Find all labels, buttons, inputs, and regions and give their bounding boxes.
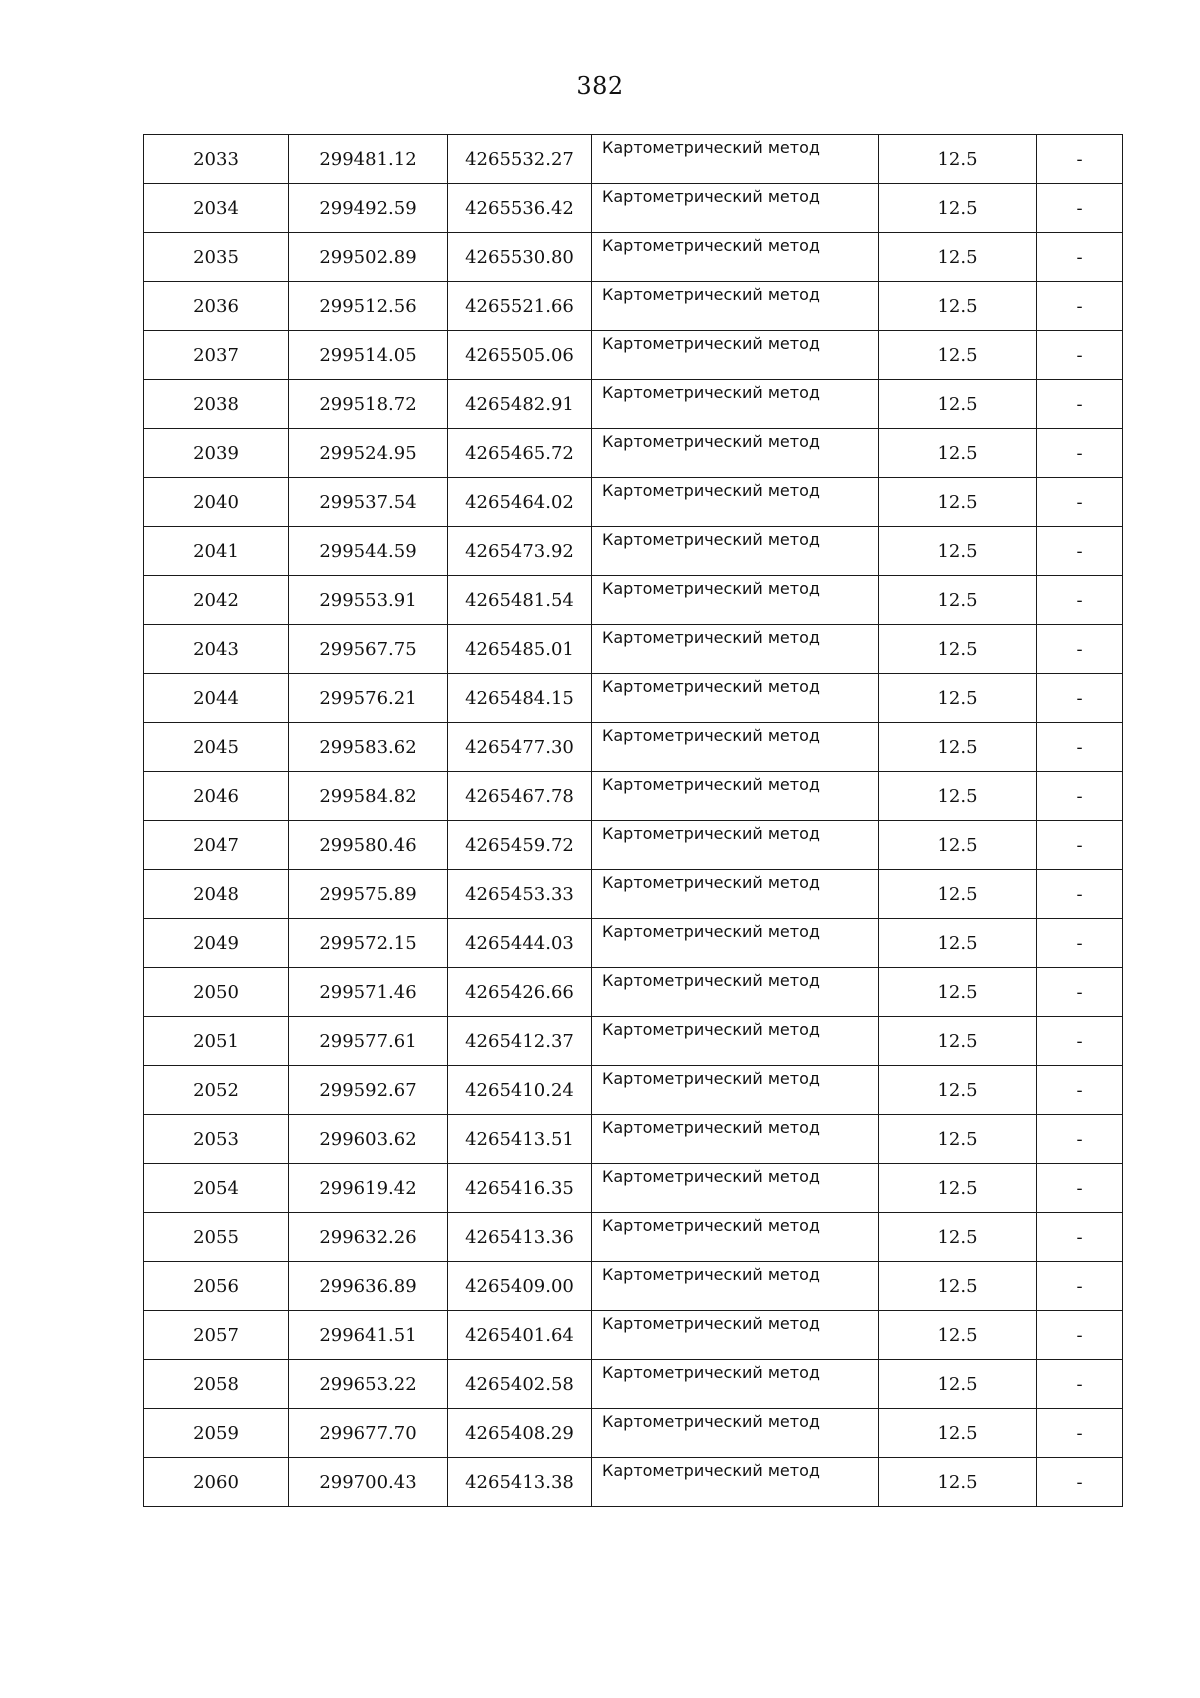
y-coordinate-cell: 4265467.78 bbox=[448, 772, 592, 821]
table-row bbox=[144, 184, 1123, 233]
note-cell: - bbox=[1037, 772, 1123, 821]
y-coordinate-cell: 4265505.06 bbox=[448, 331, 592, 380]
method-cell: Картометрический метод bbox=[592, 1409, 879, 1458]
method-cell: Картометрический метод bbox=[592, 1213, 879, 1262]
table-row bbox=[144, 380, 1123, 429]
accuracy-cell: 12.5 bbox=[879, 135, 1037, 184]
y-coordinate-cell: 4265401.64 bbox=[448, 1311, 592, 1360]
point-number-cell: 2060 bbox=[144, 1458, 289, 1507]
y-coordinate-cell: 4265453.33 bbox=[448, 870, 592, 919]
note-cell: - bbox=[1037, 576, 1123, 625]
accuracy-cell: 12.5 bbox=[879, 723, 1037, 772]
table-row bbox=[144, 919, 1123, 968]
x-coordinate-cell: 299677.70 bbox=[289, 1409, 448, 1458]
note-cell: - bbox=[1037, 184, 1123, 233]
y-coordinate-cell: 4265473.92 bbox=[448, 527, 592, 576]
x-coordinate-cell: 299553.91 bbox=[289, 576, 448, 625]
point-number-cell: 2054 bbox=[144, 1164, 289, 1213]
x-coordinate-cell: 299653.22 bbox=[289, 1360, 448, 1409]
table-row bbox=[144, 576, 1123, 625]
point-number-cell: 2048 bbox=[144, 870, 289, 919]
y-coordinate-cell: 4265409.00 bbox=[448, 1262, 592, 1311]
y-coordinate-cell: 4265481.54 bbox=[448, 576, 592, 625]
accuracy-cell: 12.5 bbox=[879, 576, 1037, 625]
point-number-cell: 2046 bbox=[144, 772, 289, 821]
method-cell: Картометрический метод bbox=[592, 919, 879, 968]
table-row bbox=[144, 723, 1123, 772]
point-number-cell: 2052 bbox=[144, 1066, 289, 1115]
point-number-cell: 2045 bbox=[144, 723, 289, 772]
method-cell: Картометрический метод bbox=[592, 527, 879, 576]
page-number: 382 bbox=[576, 72, 624, 100]
accuracy-cell: 12.5 bbox=[879, 1360, 1037, 1409]
x-coordinate-cell: 299619.42 bbox=[289, 1164, 448, 1213]
x-coordinate-cell: 299580.46 bbox=[289, 821, 448, 870]
accuracy-cell: 12.5 bbox=[879, 1409, 1037, 1458]
y-coordinate-cell: 4265416.35 bbox=[448, 1164, 592, 1213]
table-row bbox=[144, 135, 1123, 184]
accuracy-cell: 12.5 bbox=[879, 1213, 1037, 1262]
table-row bbox=[144, 429, 1123, 478]
method-cell: Картометрический метод bbox=[592, 429, 879, 478]
note-cell: - bbox=[1037, 1311, 1123, 1360]
table-row bbox=[144, 870, 1123, 919]
y-coordinate-cell: 4265402.58 bbox=[448, 1360, 592, 1409]
accuracy-cell: 12.5 bbox=[879, 1115, 1037, 1164]
note-cell: - bbox=[1037, 1360, 1123, 1409]
accuracy-cell: 12.5 bbox=[879, 527, 1037, 576]
note-cell: - bbox=[1037, 1115, 1123, 1164]
table-row bbox=[144, 625, 1123, 674]
accuracy-cell: 12.5 bbox=[879, 772, 1037, 821]
coordinates-table bbox=[143, 134, 1123, 1507]
y-coordinate-cell: 4265482.91 bbox=[448, 380, 592, 429]
accuracy-cell: 12.5 bbox=[879, 233, 1037, 282]
note-cell: - bbox=[1037, 527, 1123, 576]
y-coordinate-cell: 4265413.36 bbox=[448, 1213, 592, 1262]
accuracy-cell: 12.5 bbox=[879, 1066, 1037, 1115]
table-row bbox=[144, 1213, 1123, 1262]
y-coordinate-cell: 4265532.27 bbox=[448, 135, 592, 184]
point-number-cell: 2041 bbox=[144, 527, 289, 576]
method-cell: Картометрический метод bbox=[592, 478, 879, 527]
accuracy-cell: 12.5 bbox=[879, 1164, 1037, 1213]
table-row bbox=[144, 1360, 1123, 1409]
method-cell: Картометрический метод bbox=[592, 723, 879, 772]
table-row bbox=[144, 478, 1123, 527]
point-number-cell: 2058 bbox=[144, 1360, 289, 1409]
note-cell: - bbox=[1037, 429, 1123, 478]
point-number-cell: 2040 bbox=[144, 478, 289, 527]
table-row bbox=[144, 527, 1123, 576]
x-coordinate-cell: 299571.46 bbox=[289, 968, 448, 1017]
method-cell: Картометрический метод bbox=[592, 1115, 879, 1164]
y-coordinate-cell: 4265485.01 bbox=[448, 625, 592, 674]
method-cell: Картометрический метод bbox=[592, 772, 879, 821]
method-cell: Картометрический метод bbox=[592, 1311, 879, 1360]
method-cell: Картометрический метод bbox=[592, 1017, 879, 1066]
point-number-cell: 2036 bbox=[144, 282, 289, 331]
y-coordinate-cell: 4265426.66 bbox=[448, 968, 592, 1017]
x-coordinate-cell: 299518.72 bbox=[289, 380, 448, 429]
accuracy-cell: 12.5 bbox=[879, 919, 1037, 968]
x-coordinate-cell: 299481.12 bbox=[289, 135, 448, 184]
point-number-cell: 2059 bbox=[144, 1409, 289, 1458]
note-cell: - bbox=[1037, 919, 1123, 968]
table-row bbox=[144, 282, 1123, 331]
point-number-cell: 2039 bbox=[144, 429, 289, 478]
table-row bbox=[144, 772, 1123, 821]
table-row bbox=[144, 1409, 1123, 1458]
table-row bbox=[144, 1115, 1123, 1164]
y-coordinate-cell: 4265408.29 bbox=[448, 1409, 592, 1458]
method-cell: Картометрический метод bbox=[592, 1458, 879, 1507]
note-cell: - bbox=[1037, 1458, 1123, 1507]
method-cell: Картометрический метод bbox=[592, 233, 879, 282]
y-coordinate-cell: 4265444.03 bbox=[448, 919, 592, 968]
note-cell: - bbox=[1037, 674, 1123, 723]
note-cell: - bbox=[1037, 380, 1123, 429]
table-row bbox=[144, 674, 1123, 723]
method-cell: Картометрический метод bbox=[592, 576, 879, 625]
x-coordinate-cell: 299636.89 bbox=[289, 1262, 448, 1311]
x-coordinate-cell: 299641.51 bbox=[289, 1311, 448, 1360]
point-number-cell: 2042 bbox=[144, 576, 289, 625]
table-row bbox=[144, 1262, 1123, 1311]
y-coordinate-cell: 4265477.30 bbox=[448, 723, 592, 772]
x-coordinate-cell: 299584.82 bbox=[289, 772, 448, 821]
note-cell: - bbox=[1037, 331, 1123, 380]
x-coordinate-cell: 299575.89 bbox=[289, 870, 448, 919]
accuracy-cell: 12.5 bbox=[879, 380, 1037, 429]
note-cell: - bbox=[1037, 1164, 1123, 1213]
note-cell: - bbox=[1037, 1066, 1123, 1115]
point-number-cell: 2049 bbox=[144, 919, 289, 968]
note-cell: - bbox=[1037, 233, 1123, 282]
accuracy-cell: 12.5 bbox=[879, 674, 1037, 723]
x-coordinate-cell: 299700.43 bbox=[289, 1458, 448, 1507]
method-cell: Картометрический метод bbox=[592, 1262, 879, 1311]
note-cell: - bbox=[1037, 1213, 1123, 1262]
table-row bbox=[144, 1164, 1123, 1213]
point-number-cell: 2037 bbox=[144, 331, 289, 380]
note-cell: - bbox=[1037, 968, 1123, 1017]
table-row bbox=[144, 968, 1123, 1017]
x-coordinate-cell: 299632.26 bbox=[289, 1213, 448, 1262]
point-number-cell: 2047 bbox=[144, 821, 289, 870]
y-coordinate-cell: 4265484.15 bbox=[448, 674, 592, 723]
point-number-cell: 2053 bbox=[144, 1115, 289, 1164]
y-coordinate-cell: 4265464.02 bbox=[448, 478, 592, 527]
method-cell: Картометрический метод bbox=[592, 674, 879, 723]
accuracy-cell: 12.5 bbox=[879, 1262, 1037, 1311]
method-cell: Картометрический метод bbox=[592, 380, 879, 429]
accuracy-cell: 12.5 bbox=[879, 1311, 1037, 1360]
x-coordinate-cell: 299502.89 bbox=[289, 233, 448, 282]
method-cell: Картометрический метод bbox=[592, 870, 879, 919]
x-coordinate-cell: 299537.54 bbox=[289, 478, 448, 527]
x-coordinate-cell: 299572.15 bbox=[289, 919, 448, 968]
table-row bbox=[144, 1017, 1123, 1066]
point-number-cell: 2034 bbox=[144, 184, 289, 233]
table-row bbox=[144, 331, 1123, 380]
y-coordinate-cell: 4265521.66 bbox=[448, 282, 592, 331]
table-row bbox=[144, 1311, 1123, 1360]
point-number-cell: 2038 bbox=[144, 380, 289, 429]
accuracy-cell: 12.5 bbox=[879, 870, 1037, 919]
y-coordinate-cell: 4265413.38 bbox=[448, 1458, 592, 1507]
point-number-cell: 2033 bbox=[144, 135, 289, 184]
note-cell: - bbox=[1037, 625, 1123, 674]
accuracy-cell: 12.5 bbox=[879, 821, 1037, 870]
x-coordinate-cell: 299524.95 bbox=[289, 429, 448, 478]
y-coordinate-cell: 4265413.51 bbox=[448, 1115, 592, 1164]
method-cell: Картометрический метод bbox=[592, 135, 879, 184]
note-cell: - bbox=[1037, 135, 1123, 184]
table-row bbox=[144, 821, 1123, 870]
note-cell: - bbox=[1037, 1409, 1123, 1458]
accuracy-cell: 12.5 bbox=[879, 968, 1037, 1017]
accuracy-cell: 12.5 bbox=[879, 625, 1037, 674]
y-coordinate-cell: 4265465.72 bbox=[448, 429, 592, 478]
method-cell: Картометрический метод bbox=[592, 331, 879, 380]
point-number-cell: 2050 bbox=[144, 968, 289, 1017]
method-cell: Картометрический метод bbox=[592, 968, 879, 1017]
method-cell: Картометрический метод bbox=[592, 1066, 879, 1115]
x-coordinate-cell: 299603.62 bbox=[289, 1115, 448, 1164]
x-coordinate-cell: 299544.59 bbox=[289, 527, 448, 576]
note-cell: - bbox=[1037, 478, 1123, 527]
x-coordinate-cell: 299577.61 bbox=[289, 1017, 448, 1066]
x-coordinate-cell: 299592.67 bbox=[289, 1066, 448, 1115]
method-cell: Картометрический метод bbox=[592, 282, 879, 331]
note-cell: - bbox=[1037, 1017, 1123, 1066]
table-row bbox=[144, 1458, 1123, 1507]
accuracy-cell: 12.5 bbox=[879, 184, 1037, 233]
method-cell: Картометрический метод bbox=[592, 625, 879, 674]
table-row bbox=[144, 1066, 1123, 1115]
method-cell: Картометрический метод bbox=[592, 821, 879, 870]
method-cell: Картометрический метод bbox=[592, 1360, 879, 1409]
y-coordinate-cell: 4265412.37 bbox=[448, 1017, 592, 1066]
note-cell: - bbox=[1037, 723, 1123, 772]
method-cell: Картометрический метод bbox=[592, 1164, 879, 1213]
note-cell: - bbox=[1037, 870, 1123, 919]
point-number-cell: 2051 bbox=[144, 1017, 289, 1066]
x-coordinate-cell: 299514.05 bbox=[289, 331, 448, 380]
point-number-cell: 2044 bbox=[144, 674, 289, 723]
y-coordinate-cell: 4265536.42 bbox=[448, 184, 592, 233]
table-row bbox=[144, 233, 1123, 282]
point-number-cell: 2057 bbox=[144, 1311, 289, 1360]
x-coordinate-cell: 299492.59 bbox=[289, 184, 448, 233]
accuracy-cell: 12.5 bbox=[879, 282, 1037, 331]
point-number-cell: 2055 bbox=[144, 1213, 289, 1262]
accuracy-cell: 12.5 bbox=[879, 331, 1037, 380]
point-number-cell: 2035 bbox=[144, 233, 289, 282]
method-cell: Картометрический метод bbox=[592, 184, 879, 233]
x-coordinate-cell: 299567.75 bbox=[289, 625, 448, 674]
note-cell: - bbox=[1037, 282, 1123, 331]
y-coordinate-cell: 4265530.80 bbox=[448, 233, 592, 282]
note-cell: - bbox=[1037, 1262, 1123, 1311]
x-coordinate-cell: 299512.56 bbox=[289, 282, 448, 331]
point-number-cell: 2043 bbox=[144, 625, 289, 674]
accuracy-cell: 12.5 bbox=[879, 1458, 1037, 1507]
note-cell: - bbox=[1037, 821, 1123, 870]
accuracy-cell: 12.5 bbox=[879, 478, 1037, 527]
accuracy-cell: 12.5 bbox=[879, 429, 1037, 478]
accuracy-cell: 12.5 bbox=[879, 1017, 1037, 1066]
coordinates-table-body bbox=[144, 135, 1123, 1507]
point-number-cell: 2056 bbox=[144, 1262, 289, 1311]
x-coordinate-cell: 299583.62 bbox=[289, 723, 448, 772]
y-coordinate-cell: 4265410.24 bbox=[448, 1066, 592, 1115]
x-coordinate-cell: 299576.21 bbox=[289, 674, 448, 723]
y-coordinate-cell: 4265459.72 bbox=[448, 821, 592, 870]
